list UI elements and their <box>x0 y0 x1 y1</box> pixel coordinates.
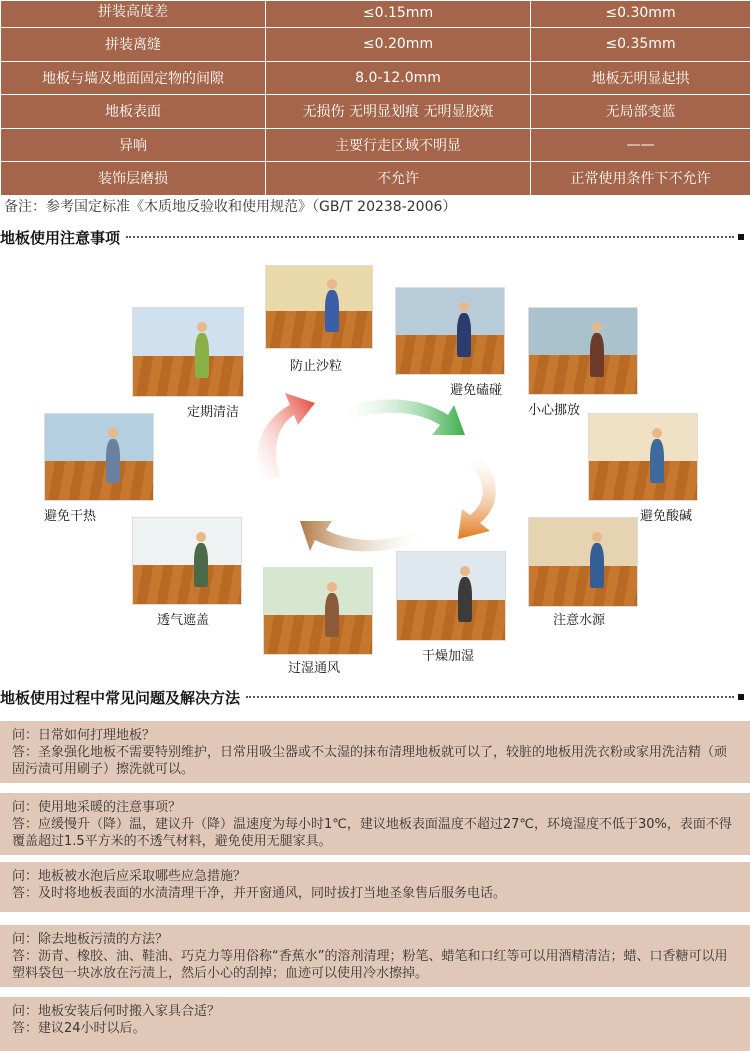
person-figure-icon <box>325 290 339 332</box>
care-illustration <box>528 307 638 395</box>
illustration-wall <box>397 552 505 600</box>
illustration-wall <box>396 288 504 335</box>
person-figure-icon <box>650 439 664 483</box>
faq-item <box>0 997 750 1051</box>
care-illustration <box>396 551 506 641</box>
care-caption: 小心挪放 <box>528 403 581 418</box>
care-caption: 过湿通风 <box>288 661 341 676</box>
care-illustration <box>395 287 505 375</box>
spec-cell: 无局部变蓝 <box>531 95 750 129</box>
spec-cell: ≤0.35mm <box>531 28 750 62</box>
person-head-icon <box>592 532 602 542</box>
faq-answer: 答：及时将地板表面的水渍清理干净，并开窗通风，同时拔打当地圣象售后服务电话。 <box>12 886 507 901</box>
care-caption: 干燥加湿 <box>422 649 475 664</box>
spec-cell: —— <box>531 128 750 162</box>
illustration-floor <box>396 335 504 374</box>
dotted-divider <box>246 696 734 698</box>
person-figure-icon <box>590 543 604 588</box>
faq-question: 问：使用地采暖的注意事项？ <box>12 800 182 815</box>
illustration-floor <box>133 565 241 604</box>
spec-row <box>1 1 750 28</box>
faq-answer: 答：圣象强化地板不需要特别维护，日常用吸尘器或不太湿的抹布清理地板就可以了，较脏的地板用洗衣粉或家用洗洁精（顽固污渍可用刷子）擦洗就可以。 <box>12 745 728 777</box>
spec-table <box>0 0 750 196</box>
faq-answer: 答：应缓慢升（降）温，建议升（降）温速度为每小时1℃，建议地板表面温度不超过27℃，环境湿度不低于30%，表面不得覆盖超过1.5平方米的不透气材料，避免使用无腿家具。 <box>12 817 732 849</box>
illustration-floor <box>133 356 243 396</box>
person-head-icon <box>592 322 602 332</box>
person-figure-icon <box>325 593 339 637</box>
care-illustration <box>44 413 154 501</box>
faq-item <box>0 862 750 912</box>
section-care-title: 地板使用注意事项 <box>0 228 121 247</box>
illustration-floor <box>266 311 372 348</box>
section-care-header <box>0 226 750 248</box>
illustration-floor <box>397 600 505 640</box>
spec-cell: 异响 <box>1 128 266 162</box>
care-caption: 避免干热 <box>44 509 97 524</box>
illustration-wall <box>45 414 153 461</box>
person-figure-icon <box>195 333 209 378</box>
illustration-wall <box>133 518 241 565</box>
spec-cell: 正常使用条件下不允许 <box>531 162 750 196</box>
care-caption: 注意水源 <box>553 613 606 628</box>
spec-cell: 无损伤 无明显划痕 无明显胶斑 <box>266 95 531 129</box>
illustration-wall <box>133 308 243 356</box>
illustration-wall <box>264 568 372 615</box>
cycle-arrow-red <box>257 393 315 480</box>
illustration-floor <box>264 615 372 654</box>
illustration-floor <box>589 461 697 500</box>
spec-cell: 地板与墙及地面固定物的间隙 <box>1 61 266 95</box>
care-caption: 避免酸碱 <box>640 509 693 524</box>
illustration-floor <box>529 566 637 606</box>
care-illustration <box>132 307 244 397</box>
care-illustration <box>588 413 698 501</box>
illustration-wall <box>589 414 697 461</box>
faq-question: 问：日常如何打理地板？ <box>12 728 156 743</box>
care-caption: 避免磕碰 <box>450 383 503 398</box>
care-caption: 透气遮盖 <box>157 613 210 628</box>
dotted-divider <box>126 236 734 238</box>
person-figure-icon <box>590 333 604 377</box>
faq-question: 问：地板安装后何时搬入家具合适？ <box>12 1004 221 1019</box>
faq-item <box>0 925 750 987</box>
spec-cell: 主要行走区域不明显 <box>266 128 531 162</box>
spec-cell: 不允许 <box>266 162 531 196</box>
person-figure-icon <box>106 439 120 483</box>
spec-row <box>1 28 750 62</box>
person-head-icon <box>327 279 337 289</box>
spec-cell: ≤0.15mm <box>266 1 531 28</box>
person-head-icon <box>196 532 206 542</box>
section-faq-header <box>0 686 750 708</box>
square-bullet-icon <box>738 234 744 240</box>
spec-row <box>1 128 750 162</box>
spec-row <box>1 95 750 129</box>
person-head-icon <box>460 566 470 576</box>
person-head-icon <box>652 428 662 438</box>
illustration-wall <box>529 518 637 566</box>
spec-cell: 拼装离缝 <box>1 28 266 62</box>
person-head-icon <box>197 322 207 332</box>
care-illustration <box>263 567 373 655</box>
faq-question: 问：除去地板污渍的方法？ <box>12 932 169 947</box>
spec-cell: 装饰层磨损 <box>1 162 266 196</box>
care-illustration <box>528 517 638 607</box>
spec-cell: 地板表面 <box>1 95 266 129</box>
illustration-floor <box>529 355 637 394</box>
faq-item <box>0 793 750 855</box>
spec-row <box>1 162 750 196</box>
spec-cell: ≤0.30mm <box>531 1 750 28</box>
cycle-arrow-brown <box>300 521 420 551</box>
person-head-icon <box>108 428 118 438</box>
care-illustration <box>265 265 373 349</box>
spec-cell: 拼装高度差 <box>1 1 266 28</box>
care-illustration <box>132 517 242 605</box>
standard-note: 备注：参考国定标准《木质地反验收和使用规范》（GB/T 20238-2006） <box>4 199 457 215</box>
care-cycle-diagram <box>0 255 750 685</box>
spec-cell: ≤0.20mm <box>266 28 531 62</box>
square-bullet-icon <box>738 694 744 700</box>
person-figure-icon <box>194 543 208 587</box>
faq-item <box>0 721 750 783</box>
spec-cell: 8.0-12.0mm <box>266 61 531 95</box>
section-faq-title: 地板使用过程中常见问题及解决方法 <box>0 688 241 707</box>
person-head-icon <box>327 582 337 592</box>
care-caption: 防止沙粒 <box>290 359 343 374</box>
person-figure-icon <box>458 577 472 622</box>
cycle-arrow-green <box>345 399 465 435</box>
illustration-wall <box>266 266 372 311</box>
faq-question: 问：地板被水泡后应采取哪些应急措施？ <box>12 869 247 884</box>
care-caption: 定期清洁 <box>187 405 240 420</box>
faq-answer: 答：沥青、橡胶、油、鞋油、巧克力等用俗称“香蕉水”的溶剂清理；粉笔、蜡笔和口红等可以用酒精清洁；蜡、口香糖可以用塑料袋包一块冰放在污渍上，然后小心的刮掉；血迹可以使用冷水擦掉。 <box>12 949 728 981</box>
spec-cell: 地板无明显起拱 <box>531 61 750 95</box>
person-head-icon <box>459 302 469 312</box>
faq-answer: 答：建议24小时以后。 <box>12 1021 146 1036</box>
spec-row <box>1 61 750 95</box>
person-figure-icon <box>457 313 471 357</box>
illustration-floor <box>45 461 153 500</box>
cycle-arrow-orange <box>458 455 496 539</box>
illustration-wall <box>529 308 637 355</box>
